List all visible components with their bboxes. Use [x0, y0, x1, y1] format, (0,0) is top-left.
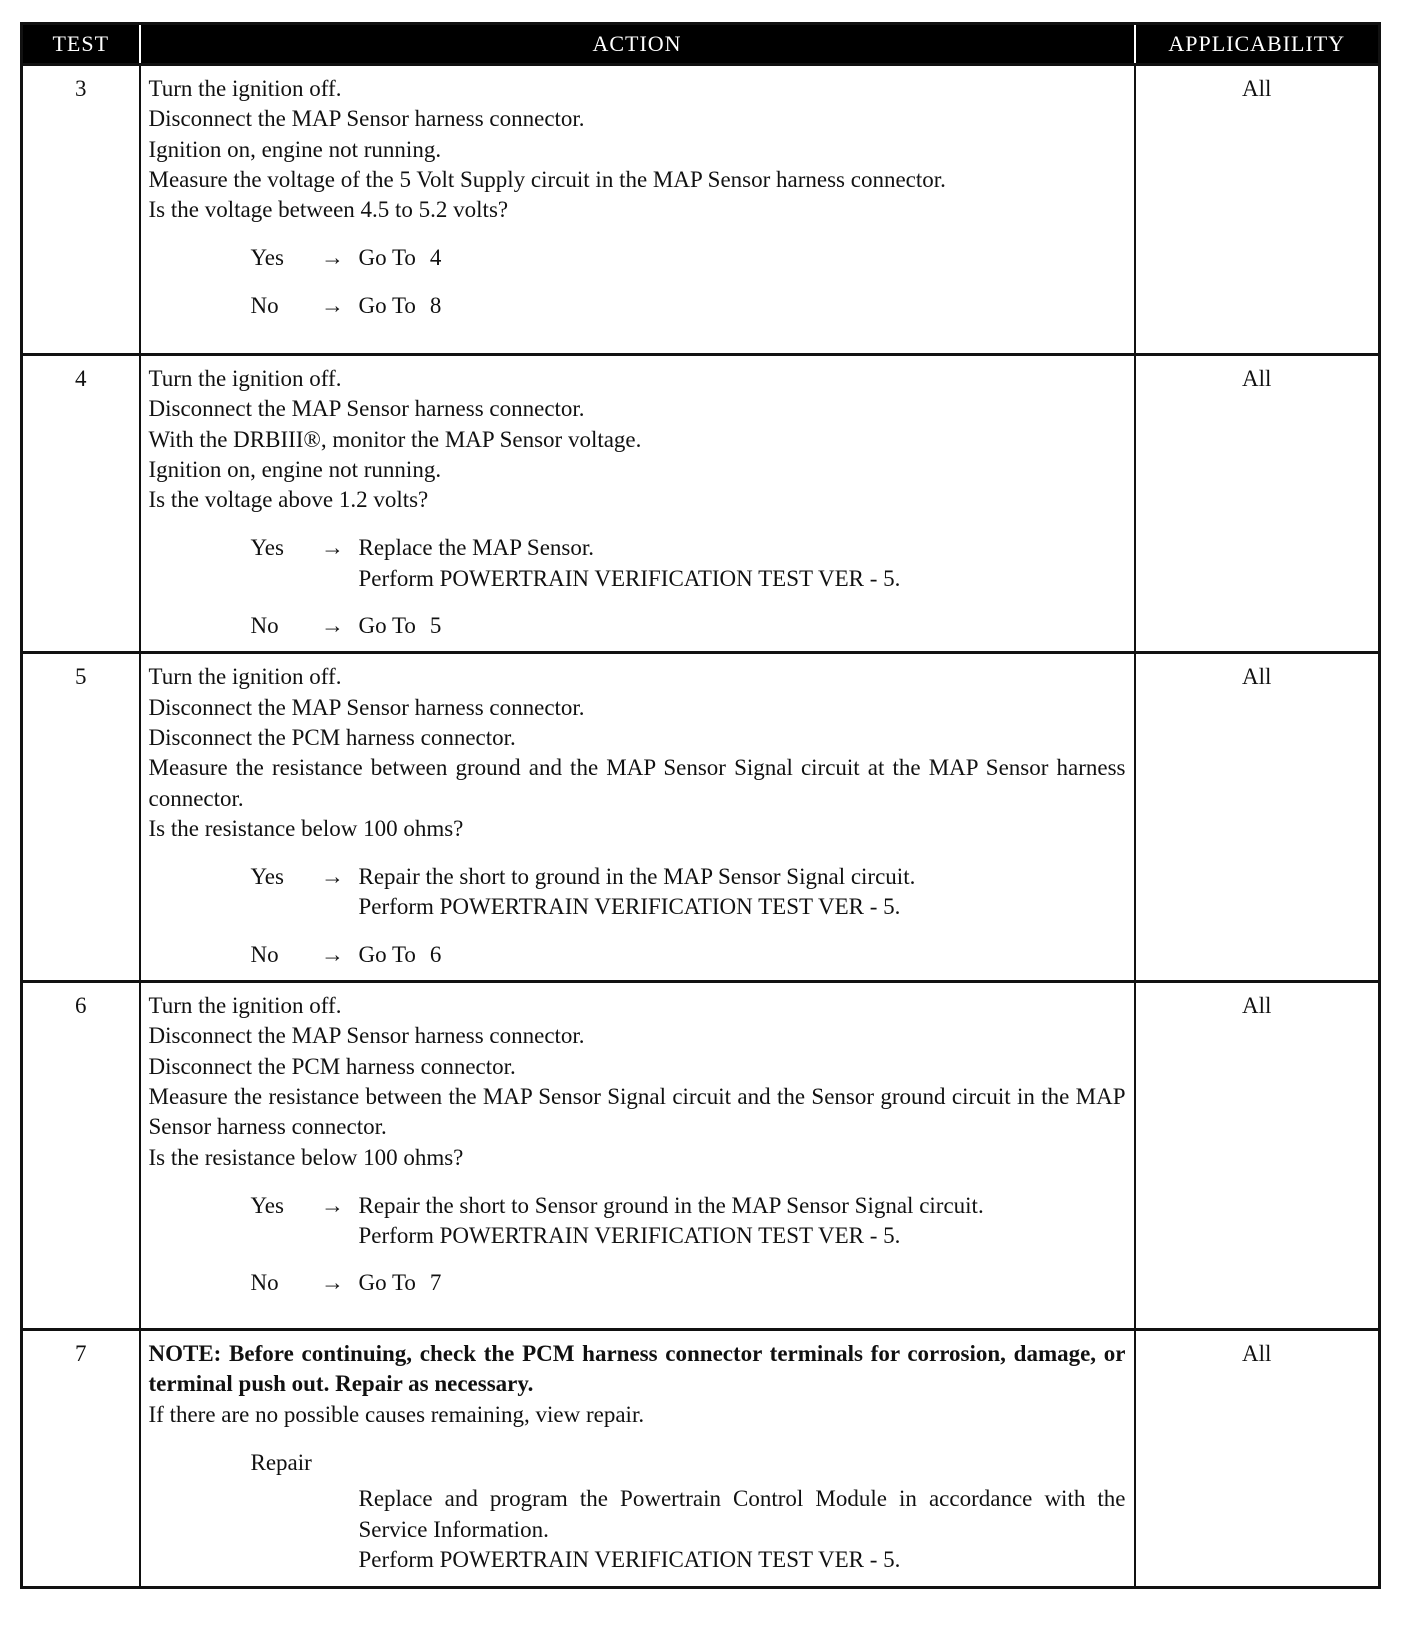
- action-question: Is the voltage above 1.2 volts?: [148, 487, 429, 513]
- arrow-icon: →: [321, 292, 344, 318]
- action-cell: [140, 982, 1135, 1330]
- applicability-cell: All: [1135, 355, 1380, 653]
- yes-choice: [149, 1191, 1126, 1252]
- header-action: ACTION: [140, 24, 1135, 65]
- answer-choices: [149, 862, 1126, 970]
- action-question: Is the resistance below 100 ohms?: [148, 815, 464, 841]
- header-applicability: APPLICABILITY: [1135, 24, 1380, 65]
- no-choice: [149, 940, 1126, 970]
- arrow-icon: →: [321, 864, 344, 890]
- goto-target: 5: [429, 613, 442, 639]
- action-cell: [140, 355, 1135, 653]
- goto-text: Go To: [358, 292, 416, 318]
- verification-instruction: Perform POWERTRAIN VERIFICATION TEST VER - 5.: [358, 1223, 901, 1249]
- action-question: Is the voltage between 4.5 to 5.2 volts?: [148, 197, 509, 223]
- goto-target: 6: [429, 941, 442, 967]
- applicability-cell: All: [1135, 65, 1380, 355]
- goto-text: Go To: [358, 245, 416, 271]
- no-label: No: [250, 1270, 279, 1296]
- verification-instruction: Perform POWERTRAIN VERIFICATION TEST VER - 5.: [358, 1546, 901, 1572]
- action-step: Disconnect the MAP Sensor harness connector.: [148, 106, 585, 132]
- action-step: Turn the ignition off.: [148, 993, 342, 1019]
- goto-target: 8: [429, 292, 442, 318]
- yes-choice: [149, 533, 1126, 594]
- arrow-icon: →: [321, 245, 344, 271]
- goto-target: 7: [429, 1270, 442, 1296]
- arrow-icon: →: [321, 1270, 344, 1296]
- action-step: Turn the ignition off.: [148, 76, 342, 101]
- action-step: Ignition on, engine not running.: [148, 136, 442, 162]
- repair-label: Repair: [250, 1449, 312, 1475]
- action-step: Measure the resistance between ground and the MAP Sensor Signal circuit at the MAP Sensor harness connector.: [148, 755, 1126, 811]
- test-number: 6: [22, 982, 140, 1330]
- test-row-7: [22, 1330, 1380, 1588]
- verification-instruction: Perform POWERTRAIN VERIFICATION TEST VER - 5.: [358, 565, 901, 591]
- yes-instruction: Repair the short to Sensor ground in the MAP Sensor Signal circuit.: [358, 1192, 984, 1218]
- action-step: Disconnect the PCM harness connector.: [148, 1053, 516, 1079]
- test-number: 3: [22, 65, 140, 355]
- repair-instructions: [359, 1484, 1126, 1575]
- test-row-3: [22, 65, 1380, 355]
- header-test: TEST: [22, 24, 140, 65]
- yes-label: Yes: [250, 535, 284, 561]
- yes-label: Yes: [250, 245, 284, 271]
- yes-instruction: Repair the short to ground in the MAP Sensor Signal circuit.: [358, 864, 916, 890]
- arrow-icon: →: [321, 613, 344, 639]
- action-step: Turn the ignition off.: [148, 664, 342, 690]
- arrow-icon: →: [321, 1192, 344, 1218]
- action-step: Ignition on, engine not running.: [148, 456, 442, 482]
- header-row: [22, 24, 1380, 65]
- action-step: Measure the resistance between the MAP Sensor Signal circuit and the Sensor ground circuit in the MAP Sensor harness connector.: [148, 1083, 1126, 1140]
- answer-choices: [149, 1191, 1126, 1299]
- no-choice: [149, 291, 1126, 321]
- note-text: NOTE: Before continuing, check the PCM harness connector terminals for corrosion, damage, or terminal push out. Repair as necessary.: [148, 1341, 1126, 1397]
- no-label: No: [250, 941, 279, 967]
- test-number: 7: [22, 1330, 140, 1588]
- action-step: With the DRBIII®, monitor the MAP Sensor voltage.: [148, 426, 642, 452]
- action-cell: [140, 1330, 1135, 1588]
- no-choice: [149, 1268, 1126, 1298]
- test-number: 5: [22, 653, 140, 982]
- test-row-5: [22, 653, 1380, 982]
- arrow-icon: →: [321, 941, 344, 967]
- test-row-4: [22, 355, 1380, 653]
- yes-label: Yes: [250, 864, 284, 890]
- repair-instruction: Replace and program the Powertrain Control Module in accordance with the Service Information.: [358, 1486, 1126, 1542]
- action-step: Measure the voltage of the 5 Volt Supply circuit in the MAP Sensor harness connector.: [148, 166, 946, 192]
- yes-instruction: Replace the MAP Sensor.: [358, 535, 595, 561]
- goto-text: Go To: [358, 941, 416, 967]
- applicability-cell: All: [1135, 982, 1380, 1330]
- answer-choices: [149, 533, 1126, 641]
- applicability-cell: All: [1135, 653, 1380, 982]
- action-step: Disconnect the MAP Sensor harness connector.: [148, 694, 585, 720]
- yes-choice: [149, 862, 1126, 923]
- goto-target: 4: [429, 245, 442, 271]
- no-label: No: [250, 292, 279, 318]
- test-number: 4: [22, 355, 140, 653]
- diagnostic-table: [20, 22, 1381, 1589]
- action-cell: [140, 653, 1135, 982]
- verification-instruction: Perform POWERTRAIN VERIFICATION TEST VER - 5.: [358, 894, 901, 920]
- arrow-icon: →: [321, 535, 344, 561]
- yes-label: Yes: [250, 1192, 284, 1218]
- action-step: If there are no possible causes remaining, view repair.: [148, 1401, 645, 1427]
- action-cell: [140, 65, 1135, 355]
- action-step: Disconnect the MAP Sensor harness connector.: [148, 396, 585, 422]
- goto-text: Go To: [358, 1270, 416, 1296]
- applicability-cell: All: [1135, 1330, 1380, 1588]
- test-row-6: [22, 982, 1380, 1330]
- action-step: Disconnect the PCM harness connector.: [148, 724, 516, 750]
- action-step: Disconnect the MAP Sensor harness connector.: [148, 1023, 585, 1049]
- yes-choice: [149, 243, 1126, 273]
- answer-choices: [149, 243, 1126, 321]
- no-choice: [149, 611, 1126, 641]
- action-question: Is the resistance below 100 ohms?: [148, 1144, 464, 1170]
- action-step: Turn the ignition off.: [148, 366, 342, 391]
- no-label: No: [250, 613, 279, 639]
- goto-text: Go To: [358, 613, 416, 639]
